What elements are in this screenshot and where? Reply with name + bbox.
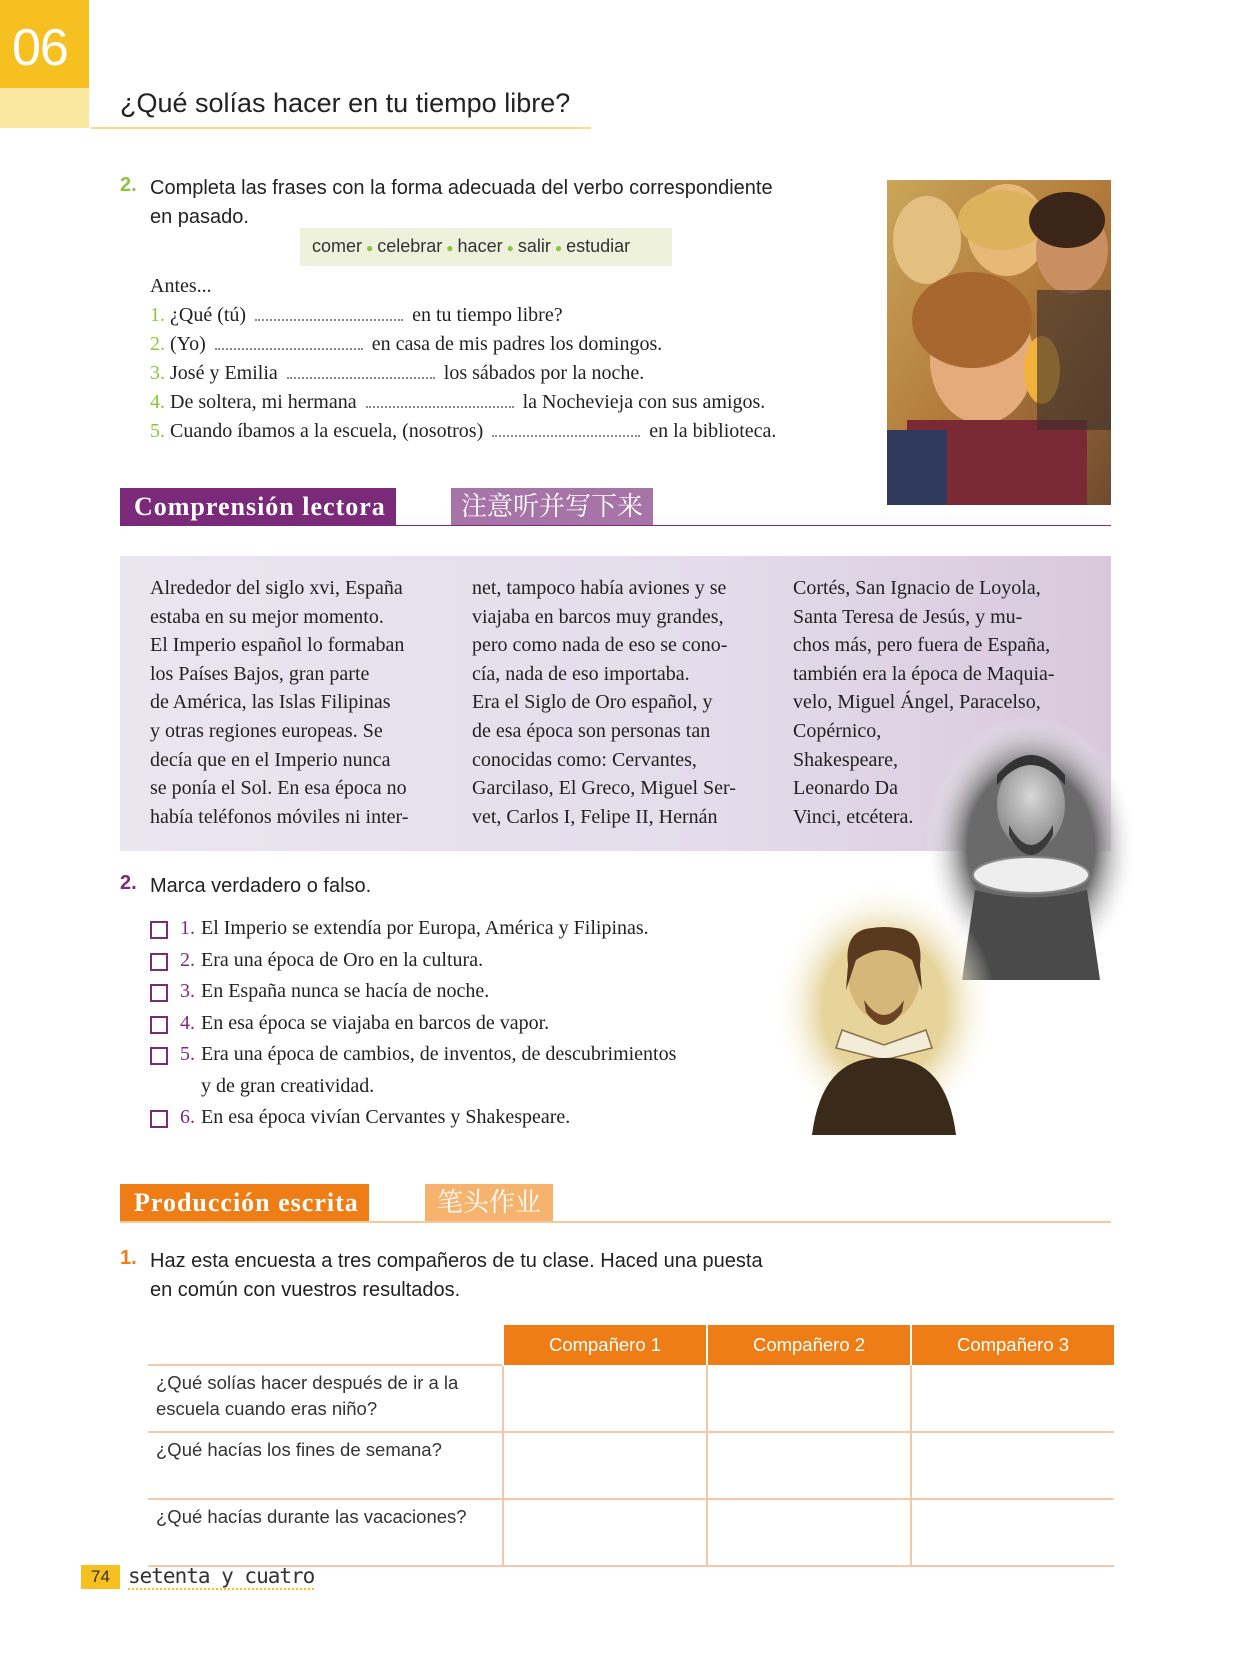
blank-field[interactable] [492,421,640,437]
verb-bank [300,228,672,266]
sentence-end: en casa de mis padres los domingos. [371,333,663,355]
sentence-start: ¿Qué (tú) [170,304,247,326]
answer-cell[interactable] [707,1365,911,1432]
item-text: El Imperio se extendía por Europa, América y Filipinas. [201,917,649,939]
reading-line: vet, Carlos I, Felipe II, Hernán [472,805,718,828]
bullet-icon: ● [446,241,454,255]
reading-line: Alrededor del siglo xvi, España [150,577,403,599]
exercise-verbs-instruction [150,174,870,232]
sentence-number: 1. [150,304,165,326]
table-row [148,1499,1114,1566]
reading-line: Leonardo Da [793,777,898,800]
answer-cell[interactable] [707,1432,911,1499]
sentence-end: en tu tiempo libre? [412,304,563,326]
list-item [150,1039,676,1102]
sentence-end: la Nochevieja con sus amigos. [522,391,766,413]
reading-line: se ponía el Sol. En esa época no [150,777,407,800]
reading-line: Garcilaso, El Greco, Miguel Ser- [472,777,736,800]
list-item [150,913,676,945]
writing-section-title-cn: 笔头作业 [425,1184,553,1222]
unit-number: 06 [12,19,68,77]
sentence-end: en la biblioteca. [649,420,777,442]
bullet-icon: ● [366,241,374,255]
answer-cell[interactable] [911,1432,1114,1499]
verb: salir [517,236,551,256]
survey-table [148,1325,1114,1567]
shakespeare-portrait [772,880,997,1135]
item-text: En España nunca se hacía de noche. [201,980,490,1002]
sentence-start: José y Emilia [170,362,278,384]
reading-line: de esa época son personas tan [472,719,711,742]
page-number-words: setenta y cuatro [128,1564,315,1588]
reading-section-rule [120,525,1111,526]
instruction-line: en común con vuestros resultados. [150,1279,461,1301]
answer-cell[interactable] [911,1499,1114,1566]
sentence-start: (Yo) [170,333,206,355]
reading-line: decía que en el Imperio nunca [150,748,391,771]
exercise-verbs-number: 2. [120,174,137,196]
sentence-start: Cuando íbamos a la escuela, (nosotros) [170,420,484,442]
item-number: 6. [180,1106,195,1128]
answer-cell[interactable] [911,1365,1114,1432]
reading-column-2 [472,574,772,831]
reading-line: net, tampoco había aviones y se [472,577,727,599]
answer-cell[interactable] [707,1499,911,1566]
reading-line: los Países Bajos, gran parte [150,662,370,685]
item-number: 1. [180,917,195,939]
reading-line: pero como nada de eso se cono- [472,634,728,657]
intro-text: Antes... [150,275,212,297]
verb-list [312,236,630,257]
item-text-continued: y de gran creatividad. [201,1074,375,1097]
list-item [150,1008,676,1040]
reading-line: velo, Miguel Ángel, Paracelso, [793,691,1041,714]
reading-line: chos más, pero fuera de España, [793,634,1051,657]
reading-line: de América, las Islas Filipinas [150,691,391,714]
sentence-row [150,388,776,417]
fill-in-sentences [150,272,776,446]
instruction-line: Completa las frases con la forma adecuada del verbo correspondiente [150,177,773,199]
exercise-survey-instruction [150,1247,870,1305]
list-item [150,1102,676,1134]
writing-section-title: Producción escrita [120,1184,369,1222]
reading-line: Cortés, San Ignacio de Loyola, [793,577,1041,599]
reading-line: conocidas como: Cervantes, [472,748,697,771]
sentence-row [150,417,776,446]
page-title: ¿Qué solías hacer en tu tiempo libre? [120,88,571,118]
survey-question: ¿Qué solías hacer después de ir a la escuela cuando eras niño? [148,1365,503,1432]
reading-line: Era el Siglo de Oro español, y [472,691,713,714]
table-row [148,1365,1114,1432]
exercise-tf-number: 2. [120,872,137,894]
unit-number-box [0,0,89,88]
blank-field[interactable] [287,363,435,379]
reading-line: Copérnico, [793,719,882,742]
unit-strip [0,88,89,128]
bullet-icon: ● [506,241,514,255]
item-number: 2. [180,948,195,971]
reading-line: cía, nada de eso importaba. [472,662,690,685]
item-number: 3. [180,980,195,1002]
verb: celebrar [377,236,443,256]
reading-line: viajaba en barcos muy grandes, [472,605,724,628]
checkbox[interactable] [150,1110,168,1128]
column-header: Compañero 2 [707,1325,911,1365]
survey-question: ¿Qué hacías los fines de semana? [148,1432,503,1499]
checkbox[interactable] [150,1016,168,1034]
blank-field[interactable] [366,392,514,408]
checkbox[interactable] [150,921,168,939]
page-number: 74 [81,1565,120,1589]
instruction-line: en pasado. [150,206,249,228]
reading-line: Vinci, etcétera. [793,805,914,828]
survey-question: ¿Qué hacías durante las vacaciones? [148,1499,503,1566]
reading-line: y otras regiones europeas. Se [150,719,383,742]
list-item [150,976,676,1008]
sentence-start: De soltera, mi hermana [170,391,357,413]
writing-section-rule [120,1221,1111,1223]
sentence-row [150,359,776,388]
sentence-end: los sábados por la noche. [443,362,645,384]
answer-cell[interactable] [503,1499,707,1566]
true-false-list [150,913,676,1134]
list-item [150,945,676,977]
checkbox[interactable] [150,984,168,1002]
sentence-row [150,301,776,330]
reading-section-title-cn: 注意听并写下来 [451,488,653,526]
item-text: En esa época vivían Cervantes y Shakespeare. [201,1106,571,1128]
exercise-tf-instruction: Marca verdadero o falso. [150,875,372,897]
item-text: Era una época de cambios, de inventos, de descubrimientos [201,1043,677,1065]
item-text: En esa época se viajaba en barcos de vapor. [201,1011,550,1034]
item-text-block [201,1039,676,1102]
sentence-number: 2. [150,333,165,355]
verb: hacer [457,236,503,256]
sentence-number: 3. [150,362,165,384]
verb: estudiar [566,236,631,256]
item-number: 5. [180,1043,195,1065]
reading-line: había teléfonos móviles ni inter- [150,805,409,828]
answer-cell[interactable] [503,1432,707,1499]
title-rule [91,127,591,129]
instruction-line: Haz esta encuesta a tres compañeros de tu clase. Haced una puesta [150,1250,763,1272]
answer-cell[interactable] [503,1365,707,1432]
bullet-icon: ● [554,241,563,255]
reading-section-title: Comprensión lectora [120,488,396,526]
checkbox[interactable] [150,1047,168,1065]
blank-field[interactable] [215,334,363,350]
sentence-number: 4. [150,391,165,413]
table-row [148,1432,1114,1499]
exercise-survey-number: 1. [120,1247,137,1269]
reading-line: también era la época de Maquia- [793,662,1055,685]
reading-column-3 [793,574,1093,831]
reading-line: estaba en su mejor momento. [150,605,384,628]
reading-line: Santa Teresa de Jesús, y mu- [793,605,1023,628]
friends-party-photo [887,180,1111,505]
column-header: Compañero 1 [503,1325,707,1365]
table-header-row [148,1325,1114,1365]
sentence-row [150,330,776,359]
sentence-number: 5. [150,420,165,442]
reading-line: El Imperio español lo formaban [150,634,405,657]
column-header: Compañero 3 [911,1325,1114,1365]
item-number: 4. [180,1011,195,1034]
checkbox[interactable] [150,953,168,971]
reading-line: Shakespeare, [793,748,898,771]
empty-header-cell [148,1325,503,1365]
blank-field[interactable] [255,305,403,321]
reading-column-1 [150,574,450,831]
item-text: Era una época de Oro en la cultura. [201,948,484,971]
verb: comer [312,236,363,256]
